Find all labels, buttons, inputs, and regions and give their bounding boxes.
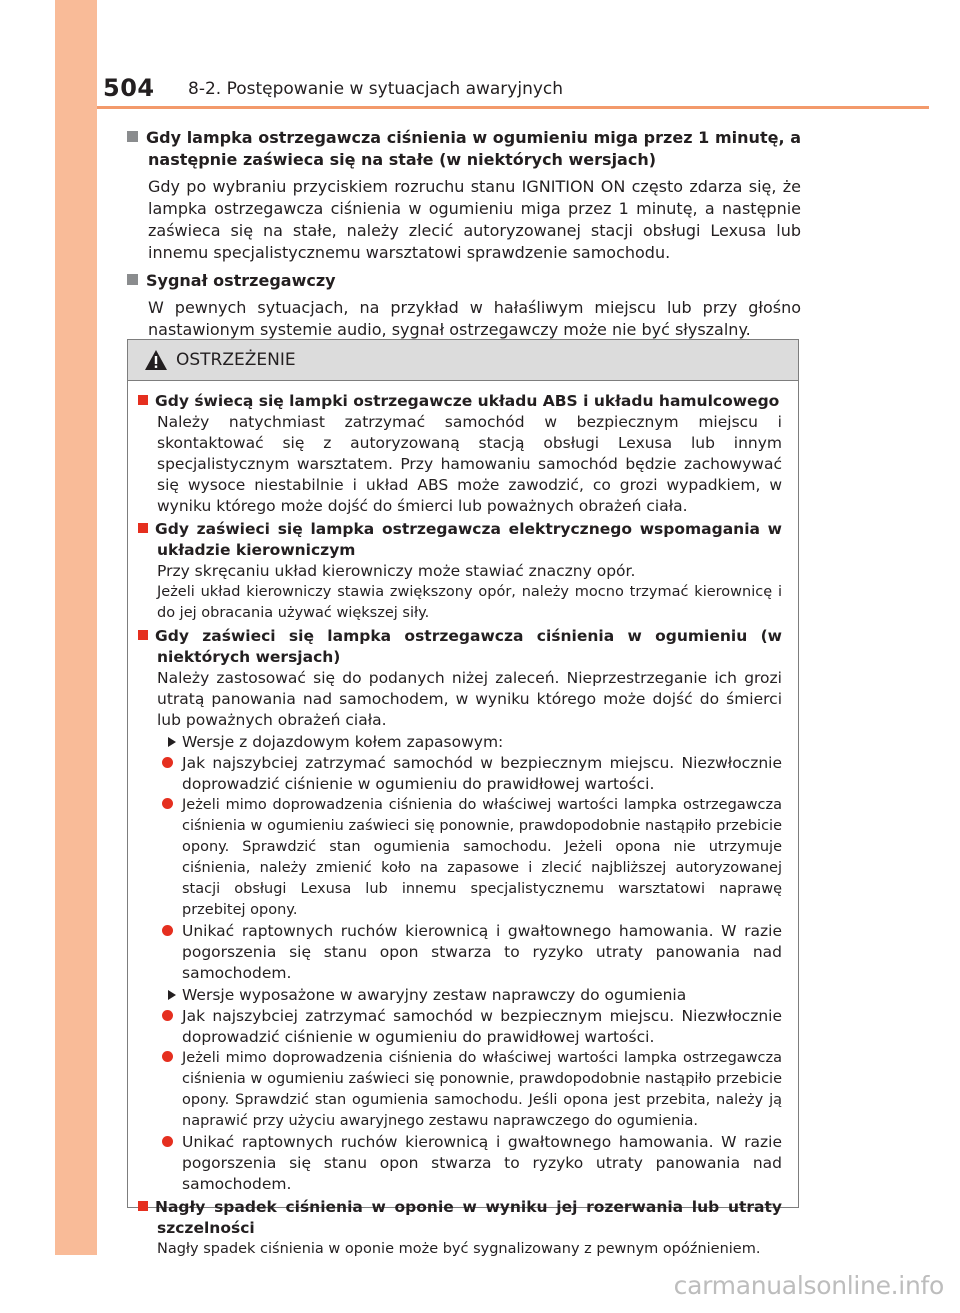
watermark: carmanualsonline.info: [673, 1271, 944, 1300]
list-item: Jeżeli mimo doprowadzenia ciśnienia do właściwej wartości lampka ostrzegawcza ciśnienia w ogumieniu zaświeci się ponownie, prawdopodobnie nastąpiło przebicie opony. Sprawdzić stan ogumienia samochodu. Jeżeli opona nie utrzymuje ciśnienia, należy zmienić koło na zapasowe i zlecić najbliższej autoryzowanej stacji obsługi Lexusa lub innemu specjalistycznemu warsztatowi naprawę przebitej opony.: [138, 795, 782, 921]
variant-label: Wersje z dojazdowym kołem zapasowym:: [138, 732, 782, 753]
red-square-bullet-icon: [138, 630, 148, 640]
topic-text: Gdy po wybraniu przyciskiem rozruchu stanu IGNITION ON często zdarza się, że lampka ostrzegawcza ciśnienia w ogumieniu miga przez 1 minutę, a następnie zaświeca się na stałe, należy zlecić autoryzowanej stacji obsługi Lexusa lub innemu specjalistycznemu warsztatowi sprawdzenie samochodu.: [148, 177, 801, 262]
red-dot-bullet-icon: [162, 1051, 173, 1062]
red-square-bullet-icon: [138, 1201, 148, 1211]
warning-header: [128, 340, 798, 381]
warning-section-text: Należy natychmiast zatrzymać samochód w bezpiecznym miejscu i skontaktować się z autoryzowaną stacją obsługi Lexusa lub innym specjalistycznym warsztatem. Przy hamowaniu samochód będzie zachowywać się wysoce niestabilnie i układ ABS może zawodzić, co grozi wypadkiem, w wyniku którego może dojść do śmierci lub poważnych obrażeń ciała.: [157, 413, 782, 515]
square-bullet-icon: [127, 274, 138, 285]
warning-section-heading: Gdy zaświeci się lampka ostrzegawcza ciśnienia w ogumieniu (w niektórych wersjach): [138, 626, 782, 668]
page-number: 504: [103, 74, 155, 102]
red-dot-bullet-icon: [162, 1010, 173, 1021]
header-rule: [97, 106, 929, 109]
list-item: Jeżeli mimo doprowadzenia ciśnienia do właściwej wartości lampka ostrzegawcza ciśnienia w ogumieniu zaświeci się ponownie, prawdopodobnie nastąpiło przebicie opony. Sprawdzić stan ogumienia samochodu. Jeśli opona jest przebita, należy ją naprawić przy użyciu awaryjnego zestawu naprawczego do ogumienia.: [138, 1048, 782, 1132]
square-bullet-icon: [127, 131, 138, 142]
list-item: Unikać raptownych ruchów kierownicą i gwałtownego hamowania. W razie pogorszenia się stanu opon stwarza to ryzyko utraty panowania nad samochodem.: [138, 1132, 782, 1195]
warning-section-text: Nagły spadek ciśnienia w oponie może być sygnalizowany z pewnym opóźnieniem.: [157, 1241, 761, 1257]
list-item: Unikać raptownych ruchów kierownicą i gwałtownego hamowania. W razie pogorszenia się stanu opon stwarza to ryzyko utraty panowania nad samochodem.: [138, 921, 782, 984]
section-title: 8-2. Postępowanie w sytuacjach awaryjnych: [188, 79, 564, 99]
warning-body: [128, 381, 798, 1260]
red-dot-bullet-icon: [162, 1136, 173, 1147]
warning-section-heading: Nagły spadek ciśnienia w oponie w wyniku jej rozerwania lub utraty szczelności: [138, 1197, 782, 1239]
red-square-bullet-icon: [138, 523, 148, 533]
red-square-bullet-icon: [138, 395, 148, 405]
warning-section-text: Należy zastosować się do podanych niżej zaleceń. Nieprzestrzeganie ich grozi utratą panowania nad samochodem, w wyniku którego może dojść do śmierci lub poważnych obrażeń ciała.: [157, 669, 782, 729]
red-dot-bullet-icon: [162, 757, 173, 768]
warning-title: OSTRZEŻENIE: [176, 350, 296, 370]
intro-content: [127, 125, 801, 341]
warning-section-text: Przy skręcaniu układ kierowniczy może stawiać znaczny opór.: [157, 562, 636, 580]
list-item: Jak najszybciej zatrzymać samochód w bezpiecznym miejscu. Niezwłocznie doprowadzić ciśnienie w ogumieniu do prawidłowej wartości.: [138, 1006, 782, 1048]
topic-heading: Sygnał ostrzegawczy: [127, 270, 801, 292]
red-dot-bullet-icon: [162, 925, 173, 936]
warning-section-heading: Gdy zaświeci się lampka ostrzegawcza elektrycznego wspomagania w układzie kierowniczym: [138, 519, 782, 561]
topic-heading: Gdy lampka ostrzegawcza ciśnienia w ogumieniu miga przez 1 minutę, a następnie zaświeca się na stałe (w niektórych wersjach): [127, 127, 801, 171]
warning-section-text: Jeżeli układ kierowniczy stawia zwiększony opór, należy mocno trzymać kierownicę i do jej obracania używać większej siły.: [157, 584, 782, 621]
side-color-band: [55, 0, 97, 1255]
triangle-arrow-icon: [168, 990, 176, 1000]
warning-triangle-icon: [144, 349, 168, 371]
topic-text: W pewnych sytuacjach, na przykład w hałaśliwym miejscu lub przy głośno nastawionym systemie audio, sygnał ostrzegawczy może nie być słyszalny.: [148, 298, 801, 339]
variant-label: Wersje wyposażone w awaryjny zestaw naprawczy do ogumienia: [138, 985, 782, 1006]
warning-box: [127, 339, 799, 1257]
warning-section-heading: Gdy świecą się lampki ostrzegawcze układu ABS i układu hamulcowego: [138, 391, 782, 412]
red-dot-bullet-icon: [162, 798, 173, 809]
list-item: Jak najszybciej zatrzymać samochód w bezpiecznym miejscu. Niezwłocznie doprowadzić ciśnienie w ogumieniu do prawidłowej wartości.: [138, 753, 782, 795]
triangle-arrow-icon: [168, 737, 176, 747]
